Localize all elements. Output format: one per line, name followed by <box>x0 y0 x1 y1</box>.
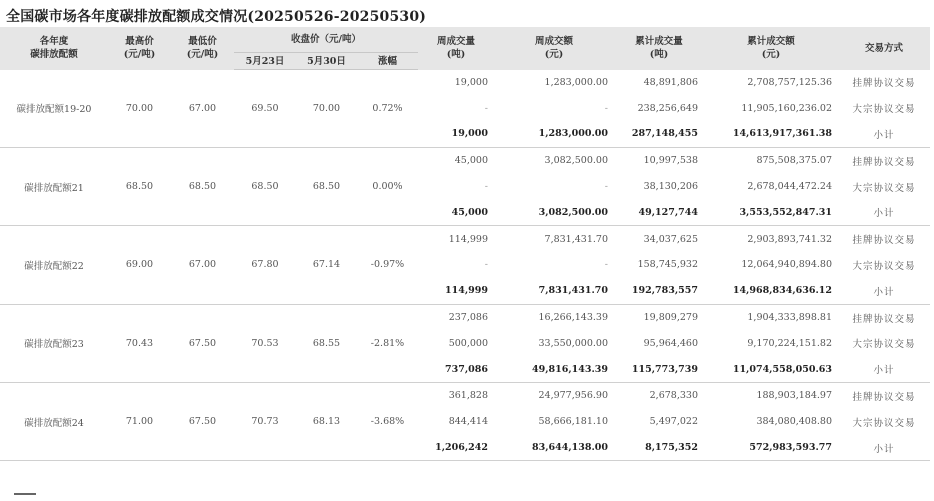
carbon-allowance-name: 碳排放配额21 <box>0 147 108 225</box>
low-price: 68.50 <box>171 147 234 225</box>
cum-volume: 49,127,744 <box>614 199 704 225</box>
table-row <box>0 226 930 252</box>
close-may23: 69.50 <box>234 70 296 148</box>
trade-method: 大宗协议交易 <box>852 339 916 351</box>
week-volume: 737,086 <box>418 356 494 382</box>
trade-method: 大宗协议交易 <box>852 417 916 429</box>
cum-amount: 1,904,333,898.81 <box>747 312 832 324</box>
trade-method: 小计 <box>838 199 930 225</box>
cum-amount: 12,064,940,894.80 <box>741 259 832 271</box>
cum-amount: 14,968,834,636.12 <box>704 278 838 304</box>
page-title: 全国碳市场各年度碳排放配额成交情况(20250526-20250530) <box>6 9 427 25</box>
week-amount: 58,666,181.10 <box>538 416 608 428</box>
cum-volume: 19,809,279 <box>643 312 698 324</box>
week-volume: 237,086 <box>448 312 488 324</box>
cum-amount: 2,903,893,741.32 <box>747 233 832 245</box>
week-amount: 49,816,143.39 <box>494 356 614 382</box>
header-may30: 5月30日 <box>296 53 357 70</box>
cum-amount: 188,903,184.97 <box>756 390 832 402</box>
week-amount: 16,266,143.39 <box>538 312 608 324</box>
trade-method: 大宗协议交易 <box>852 182 916 194</box>
week-amount: - <box>604 181 608 193</box>
header-week-volume: 周成交量 (吨) <box>418 27 494 70</box>
close-may23: 68.50 <box>234 147 296 225</box>
cum-volume: 95,964,460 <box>643 337 698 349</box>
close-may23: 67.80 <box>234 226 296 304</box>
cum-volume: 2,678,330 <box>649 390 698 402</box>
low-price: 67.00 <box>171 70 234 148</box>
price-change: -3.68% <box>357 383 418 461</box>
carbon-allowance-name: 碳排放配额24 <box>0 383 108 461</box>
trade-method: 挂牌协议交易 <box>852 156 916 168</box>
trade-method: 小计 <box>838 121 930 147</box>
table-body <box>0 70 930 461</box>
high-price: 70.43 <box>108 304 171 382</box>
cum-volume: 38,130,206 <box>643 181 698 193</box>
cum-volume: 238,256,649 <box>637 102 698 114</box>
week-amount: - <box>604 102 608 114</box>
close-may30: 67.14 <box>296 226 357 304</box>
trade-method: 挂牌协议交易 <box>852 313 916 325</box>
cum-amount: 2,678,044,472.24 <box>747 181 832 193</box>
table-row <box>0 147 930 173</box>
carbon-allowance-name: 碳排放配额23 <box>0 304 108 382</box>
week-amount: 3,082,500.00 <box>544 155 608 167</box>
week-amount: 7,831,431.70 <box>544 233 608 245</box>
week-amount: 1,283,000.00 <box>494 121 614 147</box>
high-price: 71.00 <box>108 383 171 461</box>
table-row <box>0 383 930 409</box>
close-may30: 68.13 <box>296 383 357 461</box>
cum-volume: 34,037,625 <box>643 233 698 245</box>
header-week-amount: 周成交额 (元) <box>494 27 614 70</box>
price-change: -0.97% <box>357 226 418 304</box>
header-cum-volume: 累计成交量 (吨) <box>614 27 704 70</box>
week-amount: - <box>604 259 608 271</box>
week-volume: 19,000 <box>418 121 494 147</box>
header-high: 最高价 (元/吨) <box>108 27 171 70</box>
low-price: 67.50 <box>171 383 234 461</box>
table-row <box>0 70 930 96</box>
week-volume: - <box>484 102 488 114</box>
cum-amount: 384,080,408.80 <box>756 416 832 428</box>
low-price: 67.00 <box>171 226 234 304</box>
week-volume: 19,000 <box>454 76 488 88</box>
week-volume: 500,000 <box>448 337 488 349</box>
week-amount: 83,644,138.00 <box>494 435 614 461</box>
footer-mark <box>14 493 36 498</box>
week-volume: 114,999 <box>418 278 494 304</box>
trade-method: 挂牌协议交易 <box>852 391 916 403</box>
trade-method: 小计 <box>838 356 930 382</box>
close-may30: 68.50 <box>296 147 357 225</box>
close-may30: 70.00 <box>296 70 357 148</box>
header-may23: 5月23日 <box>234 53 296 70</box>
cum-amount: 3,553,552,847.31 <box>704 199 838 225</box>
close-may23: 70.53 <box>234 304 296 382</box>
trade-method: 大宗协议交易 <box>852 260 916 272</box>
header-method: 交易方式 <box>838 27 930 70</box>
cum-amount: 11,074,558,050.63 <box>704 356 838 382</box>
high-price: 70.00 <box>108 70 171 148</box>
cum-amount: 572,983,593.77 <box>704 435 838 461</box>
close-may23: 70.73 <box>234 383 296 461</box>
cum-amount: 2,708,757,125.36 <box>747 76 832 88</box>
cum-amount: 875,508,375.07 <box>756 155 832 167</box>
header-low: 最低价 (元/吨) <box>171 27 234 70</box>
trade-method: 小计 <box>838 435 930 461</box>
header-cum-amount: 累计成交额 (元) <box>704 27 838 70</box>
cum-volume: 8,175,352 <box>614 435 704 461</box>
cum-volume: 158,745,932 <box>637 259 698 271</box>
trade-method: 大宗协议交易 <box>852 104 916 116</box>
week-volume: 45,000 <box>418 199 494 225</box>
carbon-allowance-name: 碳排放配额22 <box>0 226 108 304</box>
table-row <box>0 304 930 330</box>
trade-method: 挂牌协议交易 <box>852 78 916 90</box>
high-price: 68.50 <box>108 147 171 225</box>
header-year: 各年度 碳排放配额 <box>0 27 108 70</box>
cum-amount: 11,905,160,236.02 <box>741 102 832 114</box>
trading-table <box>0 27 930 461</box>
cum-volume: 192,783,557 <box>614 278 704 304</box>
week-amount: 3,082,500.00 <box>494 199 614 225</box>
cum-volume: 10,997,538 <box>643 155 698 167</box>
price-change: -2.81% <box>357 304 418 382</box>
week-volume: 844,414 <box>448 416 488 428</box>
high-price: 69.00 <box>108 226 171 304</box>
week-volume: 1,206,242 <box>418 435 494 461</box>
week-amount: 1,283,000.00 <box>544 76 608 88</box>
low-price: 67.50 <box>171 304 234 382</box>
cum-amount: 9,170,224,151.82 <box>747 337 832 349</box>
week-amount: 7,831,431.70 <box>494 278 614 304</box>
week-volume: 361,828 <box>448 390 488 402</box>
cum-volume: 115,773,739 <box>614 356 704 382</box>
price-change: 0.00% <box>357 147 418 225</box>
header-close: 收盘价（元/吨） <box>234 27 418 53</box>
trade-method: 挂牌协议交易 <box>852 235 916 247</box>
cum-volume: 287,148,455 <box>614 121 704 147</box>
week-amount: 33,550,000.00 <box>538 337 608 349</box>
week-volume: - <box>484 181 488 193</box>
cum-volume: 48,891,806 <box>643 76 698 88</box>
week-volume: 45,000 <box>454 155 488 167</box>
week-volume: 114,999 <box>448 233 488 245</box>
cum-amount: 14,613,917,361.38 <box>704 121 838 147</box>
trade-method: 小计 <box>838 278 930 304</box>
table-header <box>0 27 930 70</box>
close-may30: 68.55 <box>296 304 357 382</box>
carbon-allowance-name: 碳排放配额19-20 <box>0 70 108 148</box>
header-change: 涨幅 <box>357 53 418 70</box>
cum-volume: 5,497,022 <box>649 416 698 428</box>
week-amount: 24,977,956.90 <box>538 390 608 402</box>
price-change: 0.72% <box>357 70 418 148</box>
week-volume: - <box>484 259 488 271</box>
